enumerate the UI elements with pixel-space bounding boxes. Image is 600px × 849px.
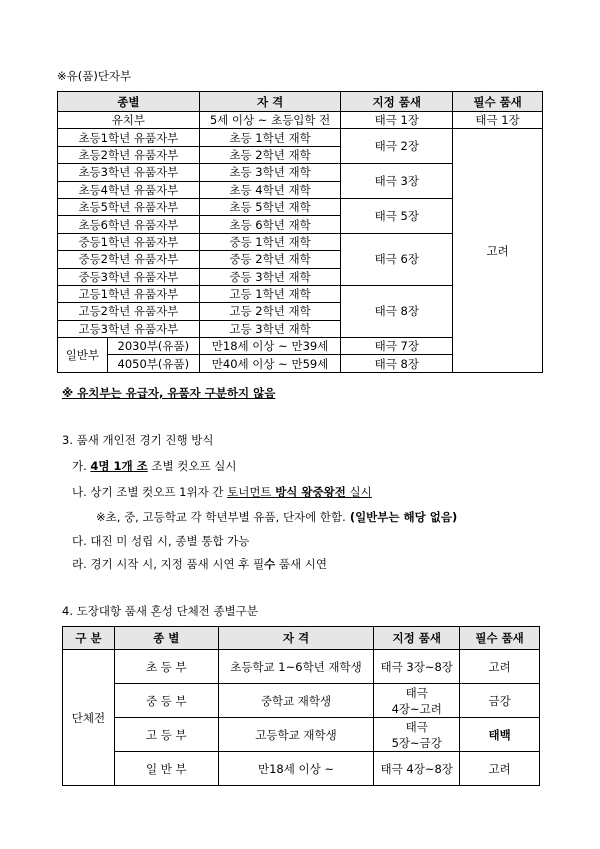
item-ga bbox=[72, 458, 237, 474]
item-ra bbox=[72, 556, 327, 572]
qualification-cell: 고등 2학년 재학 bbox=[199, 303, 341, 320]
qualification-cell: 중등 2학년 재학 bbox=[199, 251, 341, 268]
header-division: 구 분 bbox=[63, 627, 115, 650]
subcategory-cell: 2030부(유품) bbox=[107, 338, 199, 355]
item-ga-prefix: 가. bbox=[72, 459, 91, 473]
table-row bbox=[58, 129, 543, 146]
designated-cell: 태극 3장~8장 bbox=[374, 650, 460, 684]
category-cell: 초 등 부 bbox=[114, 650, 218, 684]
designated-cell: 태극 1장 bbox=[341, 112, 453, 129]
required-cell: 고려 bbox=[460, 650, 540, 684]
category-cell: 초등1학년 유품자부 bbox=[58, 129, 200, 146]
category-cell: 고등1학년 유품자부 bbox=[58, 285, 200, 302]
category-cell: 일 반 부 bbox=[114, 752, 218, 786]
item-na-underline-1: 토너먼트 bbox=[227, 485, 276, 499]
category-cell: 중등2학년 유품자부 bbox=[58, 251, 200, 268]
designated-cell: 태극 7장 bbox=[341, 338, 453, 355]
header-qualification: 자 격 bbox=[199, 92, 341, 112]
item-ra-b: 수 bbox=[264, 557, 276, 571]
qualification-cell: 만18세 이상 ~ 만39세 bbox=[199, 338, 341, 355]
header-required: 필수 품새 bbox=[453, 92, 543, 112]
designated-line-2: 5장~금강 bbox=[391, 735, 442, 750]
table-row bbox=[63, 650, 540, 684]
designated-line-2: 4장~고려 bbox=[391, 701, 442, 716]
qualification-cell: 중등 3학년 재학 bbox=[199, 268, 341, 285]
table-header-row bbox=[58, 92, 543, 112]
category-cell: 중등3학년 유품자부 bbox=[58, 268, 200, 285]
footnote: ※ 유치부는 유급자, 유품자 구분하지 않음 bbox=[62, 386, 276, 400]
team-category-table bbox=[62, 626, 540, 786]
qualification-cell: 고등 3학년 재학 bbox=[199, 320, 341, 337]
category-cell: 초등2학년 유품자부 bbox=[58, 146, 200, 163]
qualification-cell: 만40세 이상 ~ 만59세 bbox=[199, 355, 341, 372]
item-na-note bbox=[96, 509, 457, 525]
header-required: 필수 품새 bbox=[460, 627, 540, 650]
category-cell: 고등2학년 유품자부 bbox=[58, 303, 200, 320]
designated-cell: 태극 5장 bbox=[341, 198, 453, 233]
section3-title: 3. 품새 개인전 경기 진행 방식 bbox=[62, 433, 214, 447]
item-na-rest: 실시 bbox=[345, 485, 372, 499]
category-cell: 유치부 bbox=[58, 112, 200, 129]
category-cell: 초등6학년 유품자부 bbox=[58, 216, 200, 233]
item-ga-rest: 조별 컷오프 실시 bbox=[147, 459, 237, 473]
designated-cell: 태극 6장 bbox=[341, 233, 453, 285]
item-na bbox=[72, 484, 372, 500]
qualification-cell: 초등 6학년 재학 bbox=[199, 216, 341, 233]
header-designated: 지정 품새 bbox=[374, 627, 460, 650]
qualification-cell: 초등 2학년 재학 bbox=[199, 146, 341, 163]
table-header-row bbox=[63, 627, 540, 650]
category-cell: 초등4학년 유품자부 bbox=[58, 181, 200, 198]
required-cell: 고려 bbox=[453, 129, 543, 372]
item-ga-bold: 4명 1개 조 bbox=[90, 459, 148, 473]
subcategory-cell: 4050부(유품) bbox=[107, 355, 199, 372]
section-note: ※유(품)단자부 bbox=[57, 69, 132, 83]
qualification-cell: 초등학교 1~6학년 재학생 bbox=[218, 650, 374, 684]
item-na-note-bold: (일반부는 해당 없음) bbox=[345, 510, 458, 524]
table-row bbox=[63, 718, 540, 752]
required-cell: 고려 bbox=[460, 752, 540, 786]
category-cell: 중등1학년 유품자부 bbox=[58, 233, 200, 250]
item-da: 다. 대진 미 성립 시, 종별 통합 가능 bbox=[72, 534, 250, 548]
designated-line-1: 태극 bbox=[405, 685, 428, 700]
designated-line-1: 태극 bbox=[405, 719, 428, 734]
section4-title: 4. 도장대항 품새 혼성 단체전 종별구분 bbox=[62, 604, 258, 618]
qualification-cell: 초등 1학년 재학 bbox=[199, 129, 341, 146]
required-cell: 금강 bbox=[460, 684, 540, 718]
qualification-cell: 중학교 재학생 bbox=[218, 684, 374, 718]
group-label-cell: 단체전 bbox=[63, 650, 115, 786]
designated-cell bbox=[374, 718, 460, 752]
qualification-cell: 5세 이상 ~ 초등입학 전 bbox=[199, 112, 341, 129]
item-na-prefix: 나. 상기 조별 컷오프 1위자 간 bbox=[72, 485, 228, 499]
category-cell: 초등5학년 유품자부 bbox=[58, 198, 200, 215]
table-row bbox=[63, 752, 540, 786]
designated-cell bbox=[374, 684, 460, 718]
item-na-underline-2: 방식 왕중왕전 bbox=[275, 485, 346, 499]
category-cell: 고 등 부 bbox=[114, 718, 218, 752]
qualification-cell: 초등 3학년 재학 bbox=[199, 164, 341, 181]
item-ra-a: 라. 경기 시작 시, 지정 품새 시연 후 필 bbox=[72, 557, 265, 571]
item-na-note-text: ※초, 중, 고등학교 각 학년부별 유품, 단자에 한함. bbox=[96, 510, 346, 524]
designated-cell: 태극 4장~8장 bbox=[374, 752, 460, 786]
qualification-cell: 고등 1학년 재학 bbox=[199, 285, 341, 302]
category-cell: 초등3학년 유품자부 bbox=[58, 164, 200, 181]
item-ra-c: 품새 시연 bbox=[275, 557, 327, 571]
header-category: 종별 bbox=[58, 92, 200, 112]
table-row bbox=[58, 112, 543, 129]
designated-cell: 태극 3장 bbox=[341, 164, 453, 199]
adult-category-cell: 일반부 bbox=[58, 338, 108, 373]
required-cell: 태극 1장 bbox=[453, 112, 543, 129]
category-cell: 중 등 부 bbox=[114, 684, 218, 718]
required-cell: 태백 bbox=[460, 718, 540, 752]
header-qualification: 자 격 bbox=[218, 627, 374, 650]
individual-category-table bbox=[57, 91, 543, 373]
designated-cell: 태극 8장 bbox=[341, 285, 453, 337]
qualification-cell: 중등 1학년 재학 bbox=[199, 233, 341, 250]
header-designated: 지정 품새 bbox=[341, 92, 453, 112]
header-category: 종 별 bbox=[114, 627, 218, 650]
table-row bbox=[63, 684, 540, 718]
qualification-cell: 초등 4학년 재학 bbox=[199, 181, 341, 198]
designated-cell: 태극 2장 bbox=[341, 129, 453, 164]
category-cell: 고등3학년 유품자부 bbox=[58, 320, 200, 337]
qualification-cell: 고등학교 재학생 bbox=[218, 718, 374, 752]
qualification-cell: 만18세 이상 ~ bbox=[218, 752, 374, 786]
qualification-cell: 초등 5학년 재학 bbox=[199, 198, 341, 215]
designated-cell: 태극 8장 bbox=[341, 355, 453, 372]
